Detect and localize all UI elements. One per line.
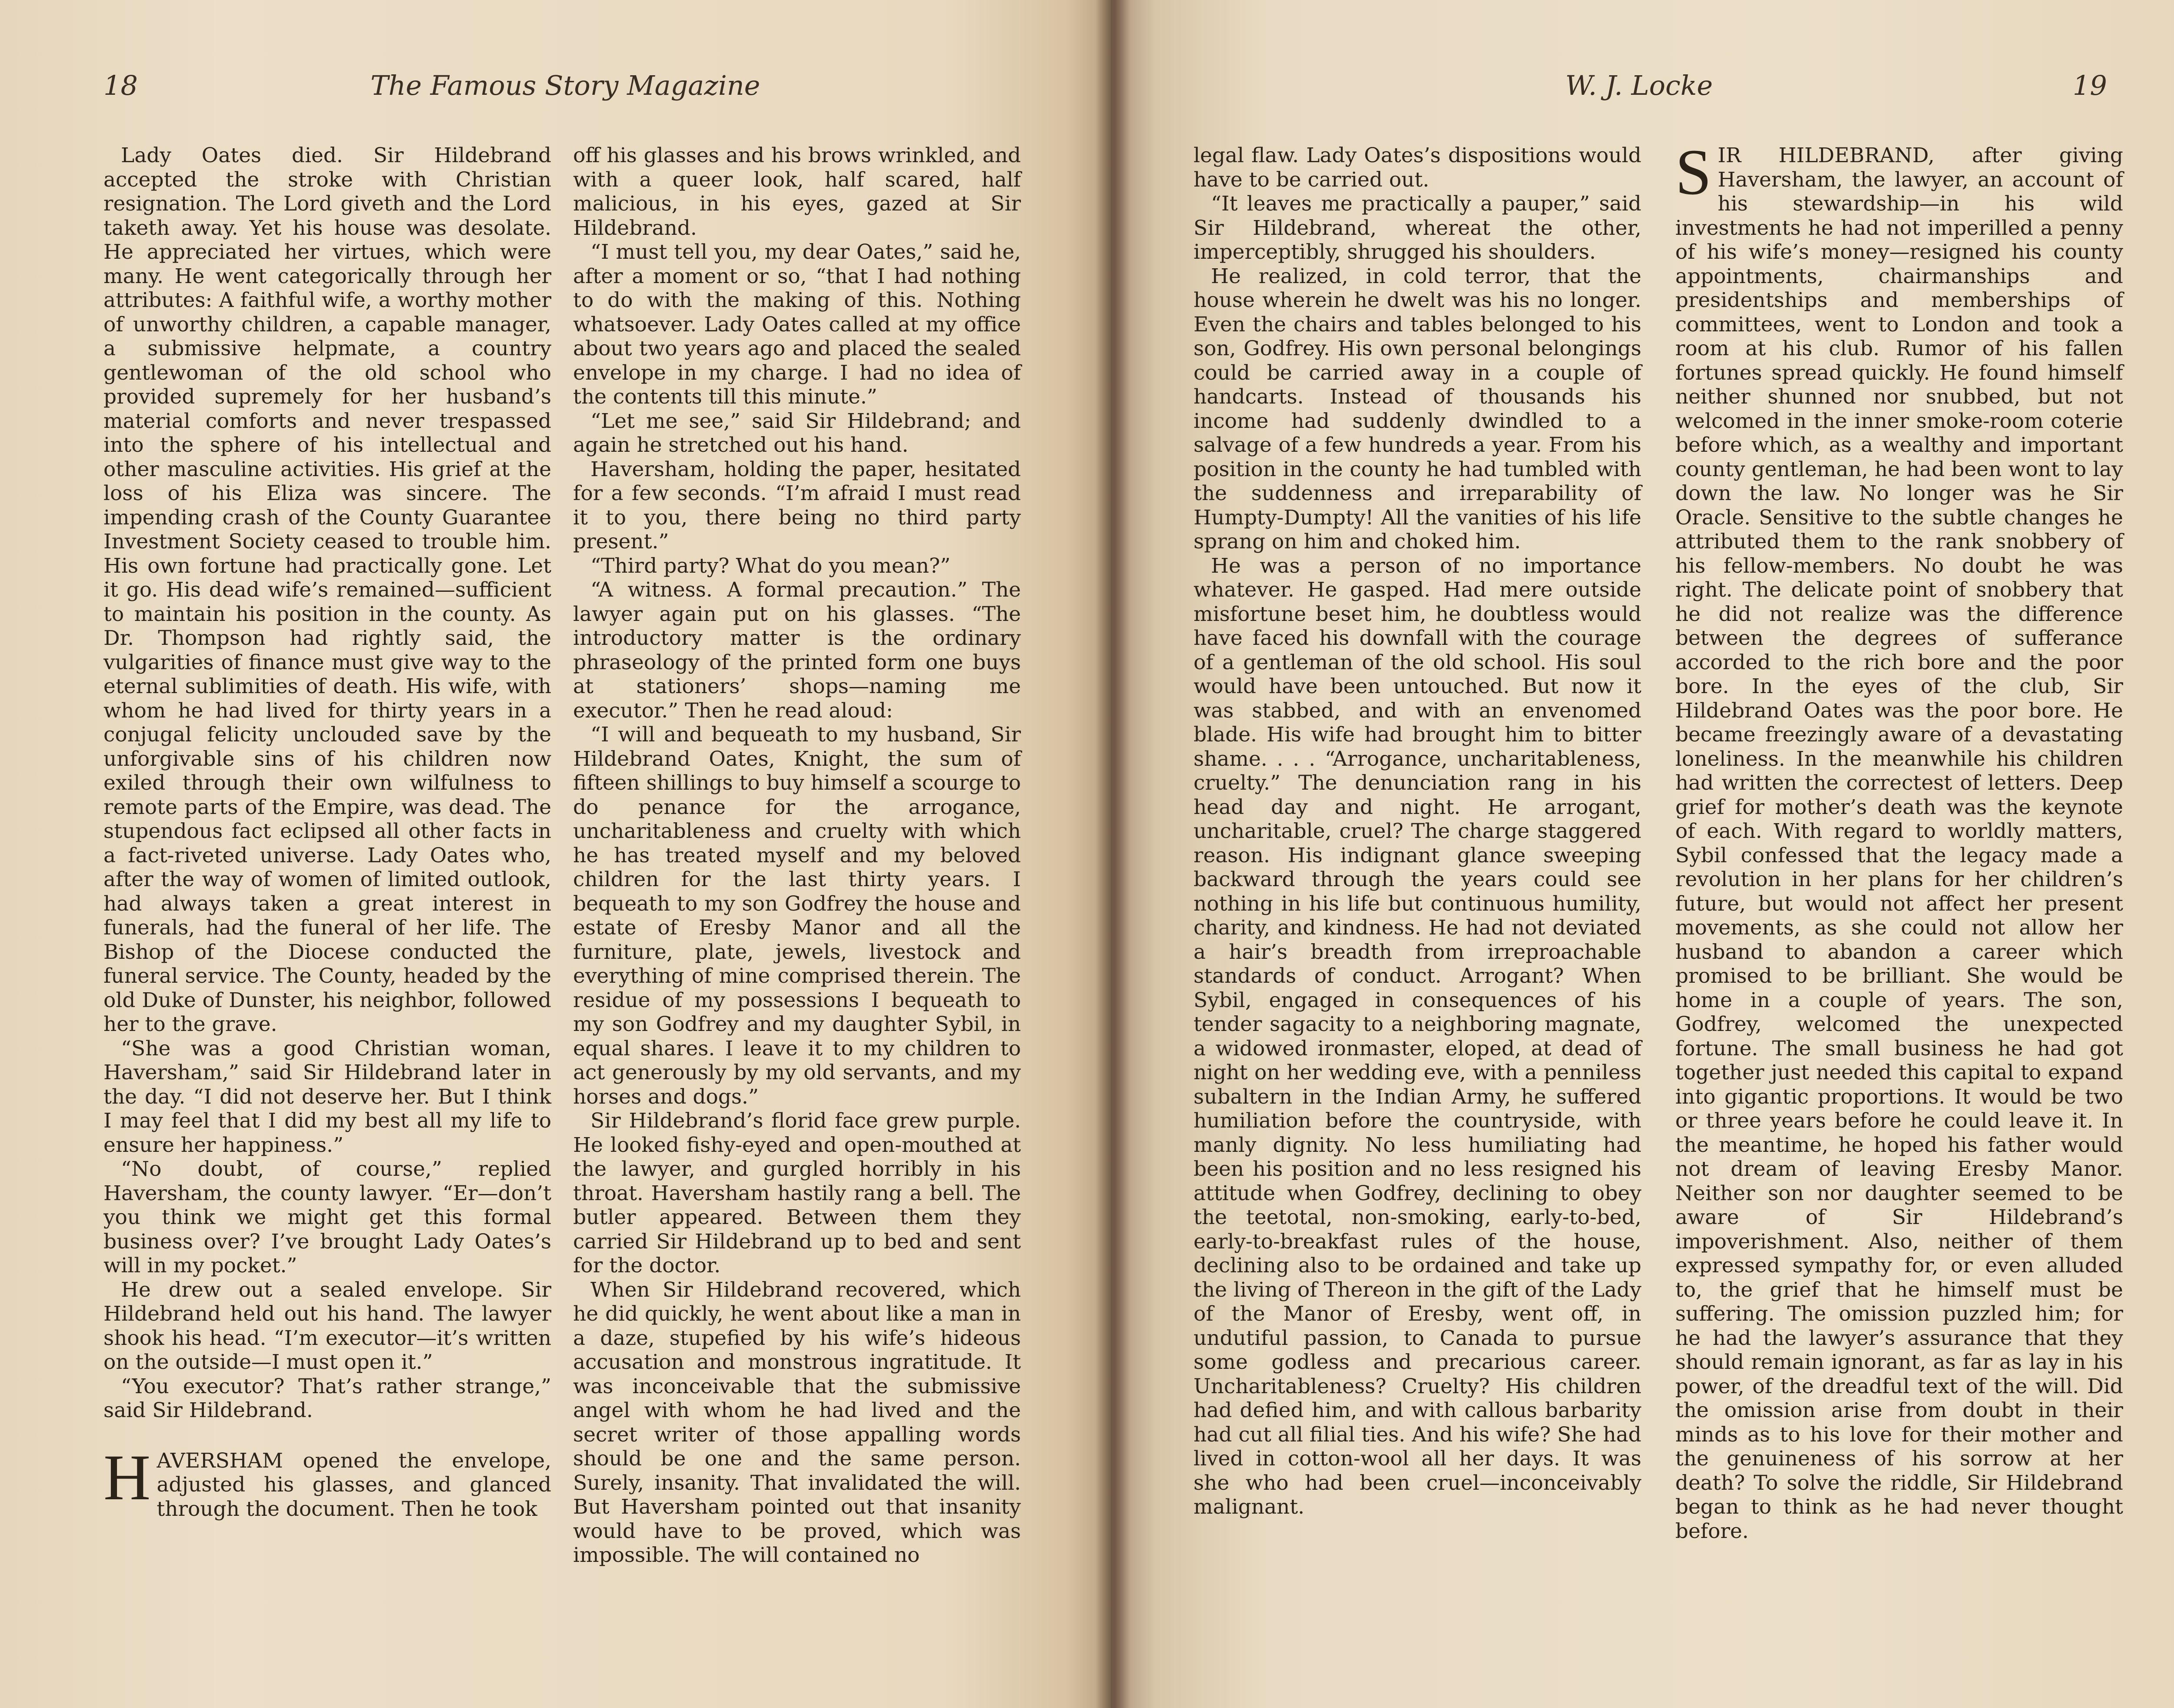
paragraph: off his glasses and his brows wrinkled, and with a queer look, half scared, half malicious, in his eyes, gazed at Sir Hildebrand. — [573, 143, 1021, 240]
paragraph: “She was a good Christian woman, Haversham,” said Sir Hildebrand later in the day. “I did not deserve her. But I think I may feel that I did my best all my life to ensure her happiness.” — [103, 1036, 551, 1157]
paragraph: “It leaves me practically a pauper,” said Sir Hildebrand, whereat the other, imperceptibly, shrugged his shoulders. — [1194, 192, 1641, 264]
book-gutter — [1096, 0, 1130, 1708]
paragraph: “No doubt, of course,” replied Haversham, the county lawyer. “Er—don’t you think we might get this formal business over? I’ve brought Lady Oates’s will in my pocket.” — [103, 1157, 551, 1278]
running-head-right: W. J. Locke — [1565, 70, 1713, 101]
paragraph: “Third party? What do you mean?” — [590, 554, 951, 578]
paragraph: Lady Oates died. Sir Hildebrand accepted the stroke with Christian resignation. The Lord giveth and the Lord taketh away. Yet his house was desolate. He appreciated her virtues, which were many. He went categorically through her attributes: A faithful wife, a worthy mother of unworthy children, a capable manager, a submissive helpmate, a country gentlewoman of the old school who provided supremely for her husband’s material comforts and never trespassed into the sphere of his intellectual and other masculine activities. His grief at the loss of his Eliza was sincere. The impending crash of the County Guarantee Investment Society ceased to trouble him. His own fortune had practically gone. Let it go. His dead wife’s remained—sufficient to maintain his position in the county. As Dr. Thompson had rightly said, the vulgarities of finance must give way to the eternal sublimities of death. His wife, with whom he had lived for thirty years in a conjugal felicity unclouded save by the unforgivable sins of his children now exiled through their own wilfulness to remote parts of the Empire, was dead. The stupendous fact eclipsed all other facts in a fact-riveted universe. Lady Oates who, after the way of women of limited outlook, had always taken a great interest in funerals, had the funeral of her life. The Bishop of the Diocese conducted the funeral service. The County, headed by the old Duke of Dunster, his neighbor, followed her to the grave. — [103, 143, 551, 1036]
paragraph: “A witness. A formal precaution.” The lawyer again put on his glasses. “The introductory matter is the ordinary phraseology of the printed form one buys at stationers’ shops—naming me executor.” Then he read aloud: — [573, 578, 1021, 723]
right-column-2 — [1675, 136, 2123, 1543]
right-column-1 — [1194, 143, 1641, 1519]
running-head-left: The Famous Story Magazine — [370, 70, 760, 101]
left-column-1 — [103, 143, 551, 1521]
section-opening — [1675, 136, 2123, 1543]
paragraph: When Sir Hildebrand recovered, which he did quickly, he went about like a man in a daze, stupefied by his wife’s hideous accusation and monstrous ingratitude. It was inconceivable that the submissive angel with whom he had lived and the secret writer of those appalling words should be one and the same person. Surely, insanity. That invalidated the will. But Haversham pointed out that insanity would have to be proved, which was impossible. The will contained no — [573, 1278, 1021, 1567]
paragraph: “I must tell you, my dear Oates,” said he, after a moment or so, “that I had nothing to do with the making of this. Nothing whatsoever. Lady Oates called at my office about two years ago and placed the sealed envelope in my charge. I had no idea of the contents till this minute.” — [573, 240, 1021, 409]
paragraph: He realized, in cold terror, that the house wherein he dwelt was his no longer. Even the chairs and tables belonged to his son, Godfrey. His own personal belongings could be carried away in a couple of handcarts. Instead of thousands his income had suddenly dwindled to a salvage of a few hundreds a year. From his position in the county he had tumbled with the suddenness and irreparability of Humpty-Dumpty! All the vanities of his life sprang on him and choked him. — [1194, 264, 1641, 554]
section-opening-text: AVERSHAM opened the envelope, adjusted his glasses, and glanced through the document. Then he took — [157, 1448, 551, 1521]
paragraph: legal flaw. Lady Oates’s dispositions would have to be carried out. — [1194, 143, 1641, 192]
paragraph: “Let me see,” said Sir Hildebrand; and again he stretched out his hand. — [573, 409, 1021, 457]
page-number-left: 18 — [103, 70, 138, 101]
section-opening-text: IR HILDEBRAND, after giving Haversham, the lawyer, an account of his stewardship—in his wild investments he had not imperilled a penny of his wife’s money—resigned his county appointments, chairmanships and presidentships and memberships of committees, went to London and took a room at his club. Rumor of his fallen fortunes spread quickly. He found himself neither shunned nor snubbed, but not welcomed in the inner smoke-room coterie before which, as a wealthy and important county gentleman, he had been wont to lay down the law. No longer was he Sir Oracle. Sensitive to the subtle changes he attributed them to the rank snobbery of his fellow-members. No doubt he was right. The delicate point of snobbery that he did not realize was the difference between the degrees of sufferance accorded to the rich bore and the poor bore. In the eyes of the club, Sir Hildebrand Oates was the poor bore. He became freezingly aware of a devastating loneliness. In the meanwhile his children had written the correctest of letters. Deep grief for mother’s death was the keynote of each. With regard to worldly matters, Sybil confessed that the legacy made a revolution in her plans for her children’s future, but would not affect her present movements, as she could not allow her husband to abandon a career which promised to be brilliant. She would be home in a couple of years. The son, Godfrey, welcomed the unexpected fortune. The small business he had got together just needed this capital to expand into gigantic proportions. It would be two or three years before he could leave it. In the meantime, he hoped his father would not dream of leaving Eresby Manor. Neither son nor daughter seemed to be aware of Sir Hildebrand’s impoverishment. Also, neither of them expressed sympathy for, or even alluded to, the grief that he himself must be suffering. The omission puzzled him; for he had the lawyer’s assurance that they should remain ignorant, as far as lay in his power, of the dreadful text of the will. Did the omission arise from doubt in their minds as to his love for their mother and the genuineness of his sorrow at her death? To solve the riddle, Sir Hildebrand began to think as he had never thought before. — [1675, 143, 2123, 1543]
left-column-2 — [573, 143, 1021, 1568]
page-number-right: 19 — [2073, 70, 2107, 101]
section-opening — [103, 1441, 551, 1521]
right-page — [1111, 0, 2174, 1708]
paragraph: Haversham, holding the paper, hesitated for a few seconds. “I’m afraid I must read it to you, there being no third party present.” — [573, 457, 1021, 554]
paragraph: Sir Hildebrand’s florid face grew purple. He looked fishy-eyed and open-mouthed at the lawyer, and gurgled horribly in his throat. Haversham hastily rang a bell. The butler appeared. Between them they carried Sir Hildebrand up to bed and sent for the doctor. — [573, 1109, 1021, 1278]
paragraph: He drew out a sealed envelope. Sir Hildebrand held out his hand. The lawyer shook his head. “I’m executor—it’s written on the outside—I must open it.” — [103, 1278, 551, 1374]
drop-cap: H — [103, 1441, 151, 1514]
drop-cap: S — [1675, 136, 1712, 208]
paragraph: He was a person of no importance whatever. He gasped. Had mere outside misfortune beset him, he doubtless would have faced his downfall with the courage of a gentleman of the old school. His soul would have been untouched. But now it was stabbed, and with an envenomed blade. His wife had brought him to bitter shame. . . . “Arrogance, uncharitableness, cruelty.” The denunciation rang in his head day and night. He arrogant, uncharitable, cruel? The charge staggered reason. His indignant glance sweeping backward through the years could see nothing in his life but continuous humility, charity, and kindness. He had not deviated a hair’s breadth from irreproachable standards of conduct. Arrogant? When Sybil, engaged in consequences of his tender sagacity to a neighboring magnate, a widowed ironmaster, eloped, at dead of night on her wedding eve, with a penniless subaltern in the Indian Army, he suffered humiliation before the countryside, with manly dignity. No less humiliating had been his position and no less resigned his attitude when Godfrey, declining to obey the teetotal, non-smoking, early-to-bed, early-to-breakfast rules of the house, declining also to be ordained and take up the living of Thereon in the gift of the Lady of the Manor of Eresby, went off, in undutiful passion, to Canada to pursue some godless and precarious career. Uncharitableness? Cruelty? His children had defied him, and with callous barbarity had cut all filial ties. And his wife? She had lived in cotton-wool all her days. It was she who had been cruel—inconceivably malignant. — [1194, 554, 1641, 1519]
paragraph: “I will and bequeath to my husband, Sir Hildebrand Oates, Knight, the sum of fifteen shillings to buy himself a scourge to do penance for the arrogance, uncharitableness and cruelty with which he has treated myself and my beloved children for the last thirty years. I bequeath to my son Godfrey the house and estate of Eresby Manor and all the furniture, plate, jewels, livestock and everything of mine comprised therein. The residue of my possessions I bequeath to my son Godfrey and my daughter Sybil, in equal shares. I leave it to my children to act generously by my old servants, and my horses and dogs.” — [573, 723, 1021, 1109]
paragraph: “You executor? That’s rather strange,” said Sir Hildebrand. — [103, 1374, 551, 1422]
